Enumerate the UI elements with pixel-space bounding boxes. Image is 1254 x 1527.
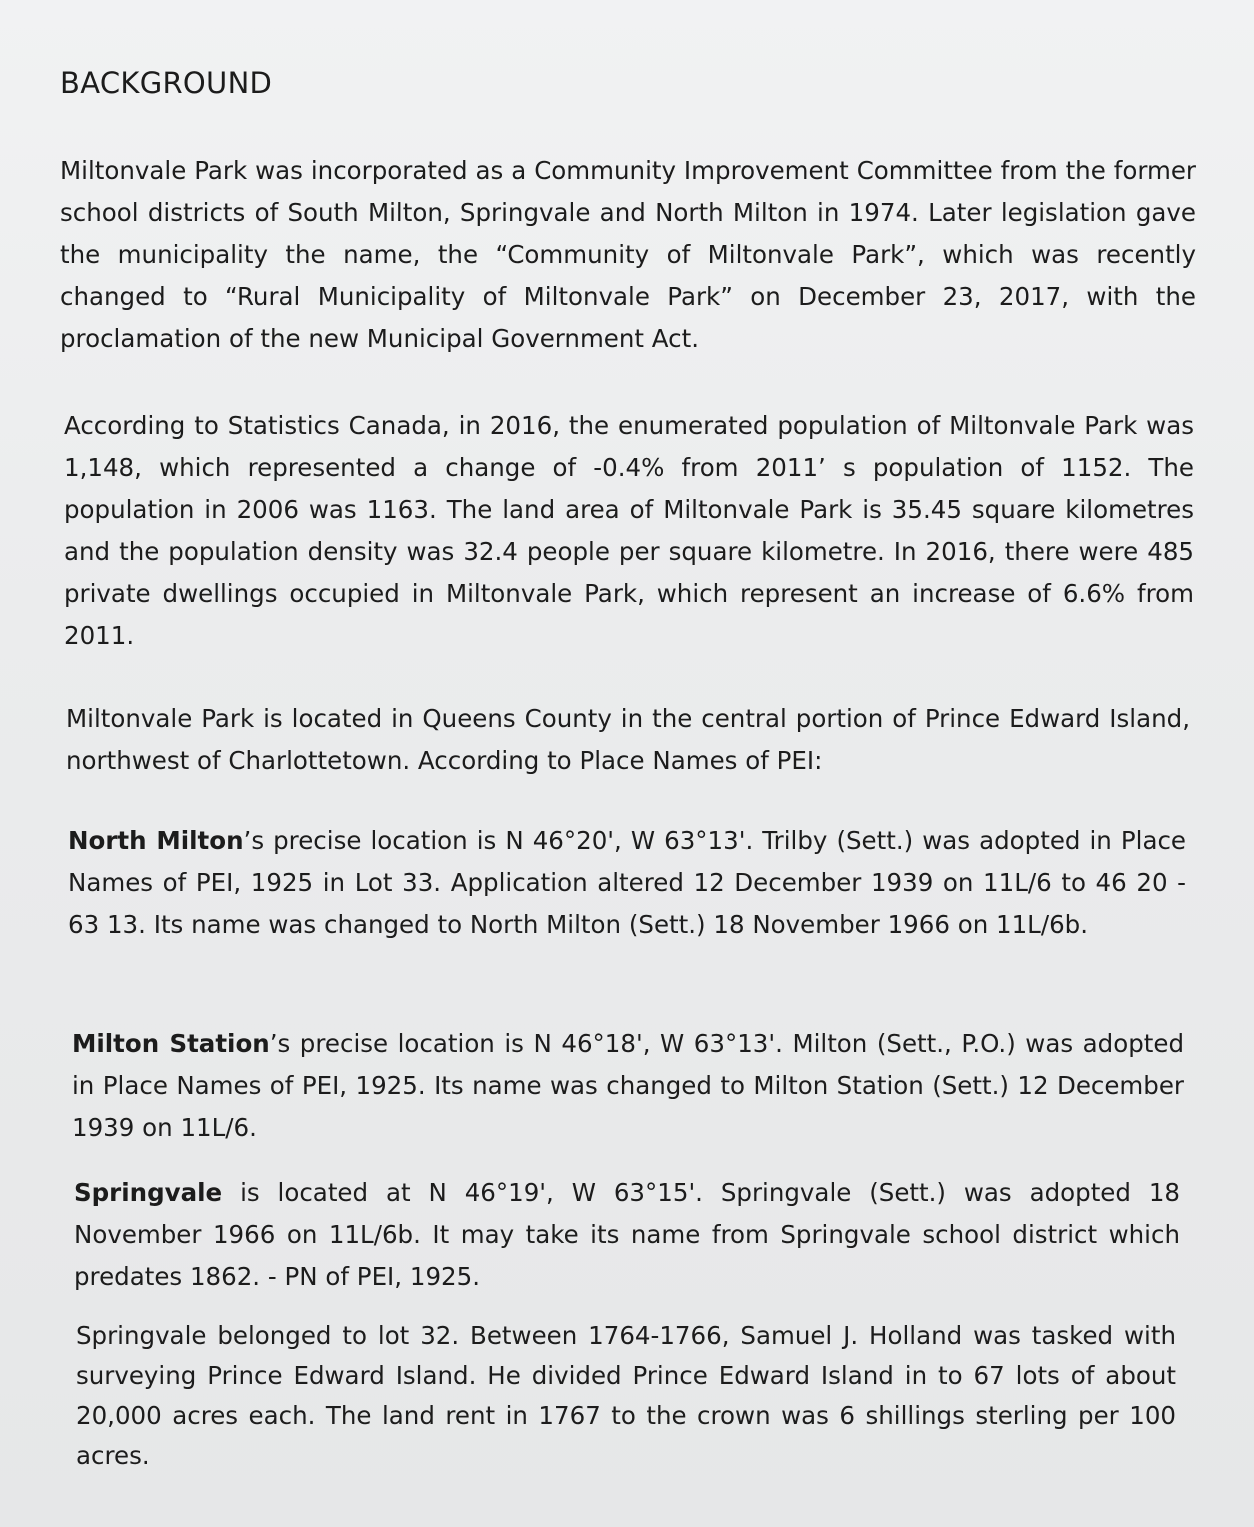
place-name-milton-station: Milton Station bbox=[72, 1029, 270, 1058]
paragraph-milton-station-text: ’s precise location is N 46°18', W 63°13'. Milton (Sett., P.O.) was adopted in Place Names of PEI, 1925. Its name was changed to Milton Station (Sett.) 12 December 1939 on 11L/6. bbox=[72, 1029, 1184, 1142]
paragraph-springvale-history: Springvale belonged to lot 32. Between 1764-1766, Samuel J. Holland was tasked with surveying Prince Edward Island. He divided Prince Edward Island in to 67 lots of about 20,000 acres each. The land rent in 1767 to the crown was 6 shillings sterling per 100 acres. bbox=[76, 1321, 1176, 1470]
paragraph-springvale-text: is located at N 46°19', W 63°15'. Springvale (Sett.) was adopted 18 November 1966 on 11L/6b. It may take its name from Springvale school district which predates 1862. - PN of PEI, 1925. bbox=[74, 1178, 1180, 1291]
paragraph-incorporation: Miltonvale Park was incorporated as a Community Improvement Committee from the former school districts of South Milton, Springvale and North Milton in 1974. Later legislation gave the municipality the name, the “Community of Miltonvale Park”, which was recently changed to “Rural Municipality of Miltonvale Park” on December 23, 2017, with the proclamation of the new Municipal Government Act. bbox=[60, 156, 1196, 353]
paragraph-milton-station bbox=[72, 1023, 1184, 1149]
paragraph-location: Miltonvale Park is located in Queens County in the central portion of Prince Edward Island, northwest of Charlottetown. According to Place Names of PEI: bbox=[66, 704, 1190, 775]
place-name-springvale: Springvale bbox=[74, 1178, 223, 1207]
paragraph-north-milton bbox=[68, 820, 1186, 946]
section-heading: BACKGROUND bbox=[60, 66, 273, 100]
paragraph-north-milton-text: ’s precise location is N 46°20', W 63°13'. Trilby (Sett.) was adopted in Place Names of PEI, 1925 in Lot 33. Application altered 12 December 1939 on 11L/6 to 46 20 - 63 13. Its name was changed to North Milton (Sett.) 18 November 1966 on 11L/6b. bbox=[68, 826, 1187, 939]
paragraph-statistics: According to Statistics Canada, in 2016, the enumerated population of Miltonvale Park was 1,148, which represented a change of -0.4% from 2011’ s population of 1152. The population in 2006 was 1163. The land area of Miltonvale Park is 35.45 square kilometres and the population density was 32.4 people per square kilometre. In 2016, there were 485 private dwellings occupied in Miltonvale Park, which represent an increase of 6.6% from 2011. bbox=[64, 411, 1194, 650]
place-name-north-milton: North Milton bbox=[68, 826, 244, 855]
paragraph-springvale bbox=[74, 1172, 1180, 1298]
